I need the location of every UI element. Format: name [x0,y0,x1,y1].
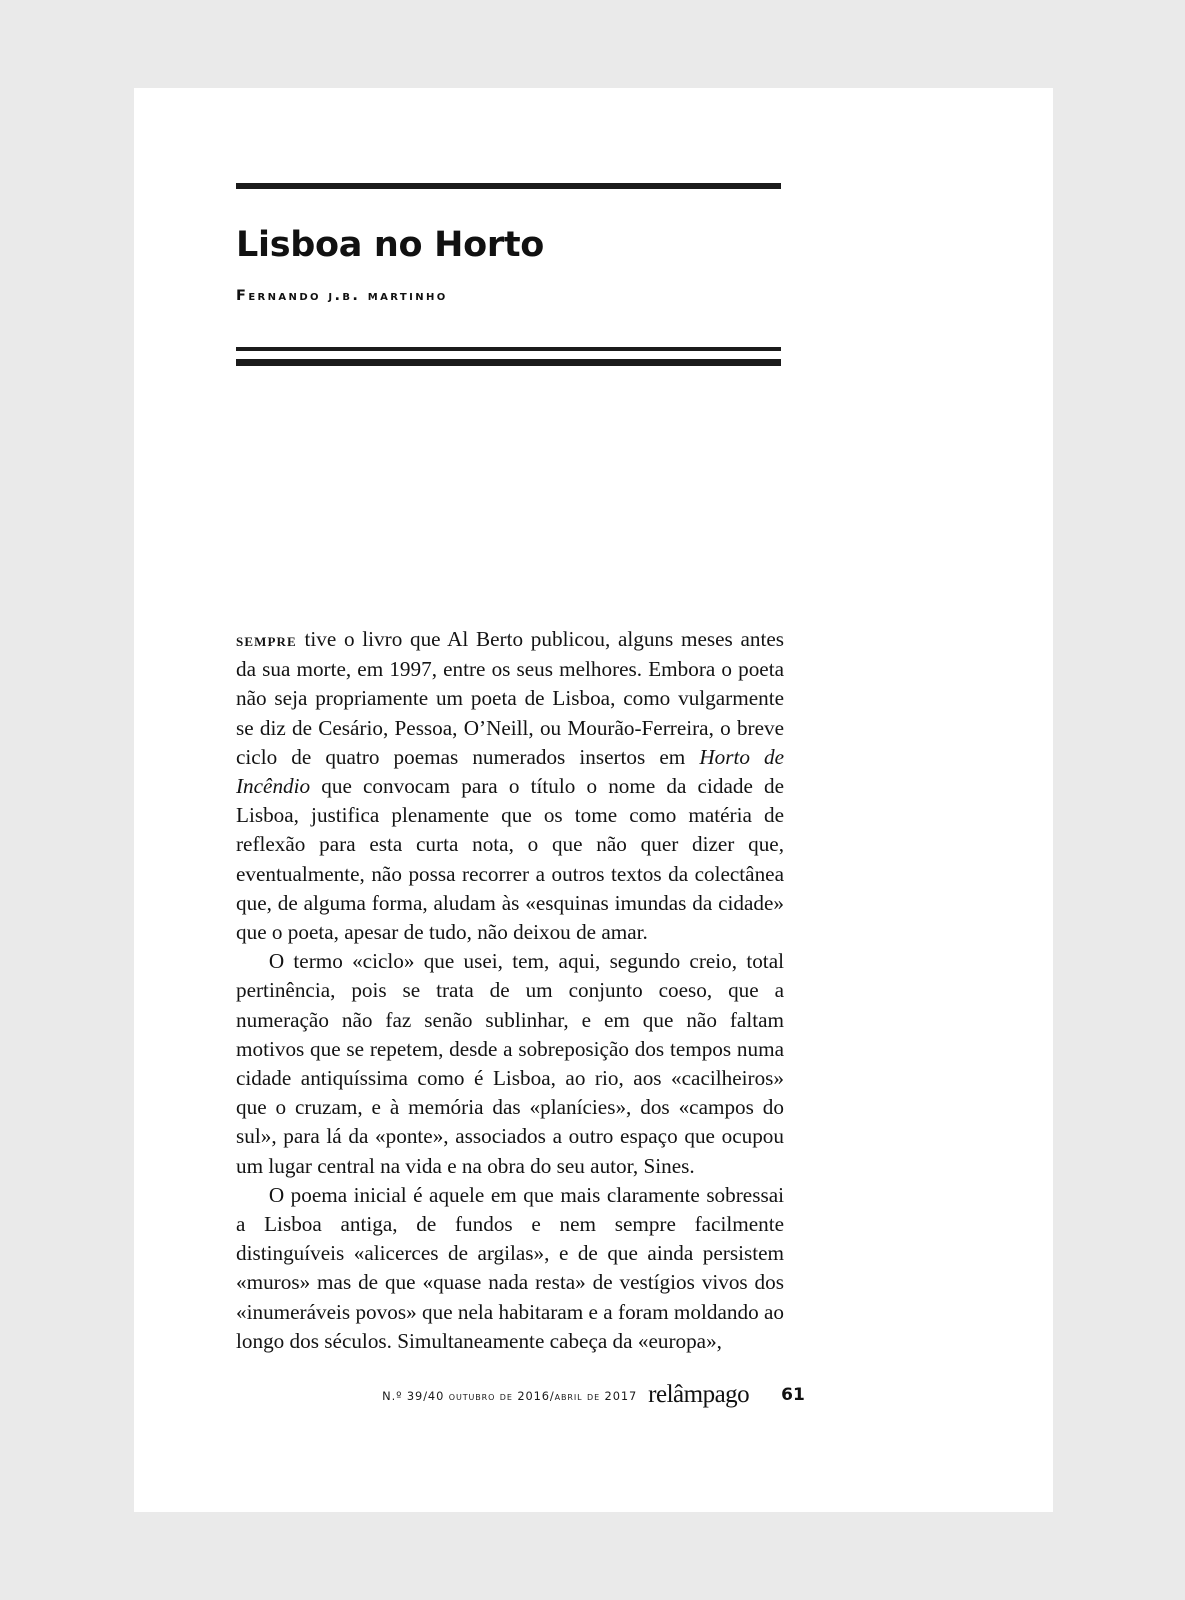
paragraph-text-part: que convocam para o título o nome da cidade de Lisboa, justifica plenamente que os tome como matéria de reflexão para esta curta nota, o que não quer dizer que, eventualmente, não possa recorrer a outros textos da colectânea que, de alguma forma, aludam às «esquinas imundas da cidade» que o poeta, apesar de tudo, não deixou de amar. [236,774,784,945]
page-title: Lisboa no Horto [236,225,545,265]
paragraph: O poema inicial é aquele em que mais claramente sobressai a Lisboa antiga, de fundos e nem sempre facilmente distinguíveis «alicerces de argilas», e de que ainda persistem «muros» mas de que «quase nada resta» de vestígios vivos dos «inumeráveis povos» que nela habitaram e a foram moldando ao longo dos séculos. Simultaneamente cabeça da «europa», [236,1182,784,1353]
work-title: Horto de Incêndio [236,744,785,799]
header-rule-gap [236,351,781,359]
lead-small-caps: sempre [236,630,297,651]
paragraph [236,625,784,947]
page-footer [134,1380,1053,1408]
article-body [236,625,784,1356]
journal-logo: relâmpago [648,1381,750,1408]
page-number: 61 [781,1385,805,1405]
paragraph-text-part: tive o livro que Al Berto publicou, alguns meses antes da sua morte, em 1997, entre os seus melhores. Embora o poeta não seja propriamente um poeta de Lisboa, como vulgarmente se diz de Cesário, Pessoa, O’Neill, ou Mourão-Ferreira, o breve ciclo de quatro poemas numerados insertos em [236,627,784,769]
paragraph: O termo «ciclo» que usei, tem, aqui, segundo creio, total pertinência, pois se trata de um conjunto coeso, que a numeração não faz senão sublinhar, e em que não faltam motivos que se repetem, desde a sobreposição dos tempos numa cidade antiquíssima como é Lisboa, ao rio, aos «cacilheiros» que o cruzam, e à memória das «planícies», dos «campos do sul», para lá da «ponte», associados a outro espaço que ocupou um lugar central na vida e na obra do seu autor, Sines. [236,949,784,1178]
page-sheet [134,88,1053,1512]
article-header [236,183,781,366]
footer-issue-line: N.º 39/40 outubro de 2016/abril de 2017 [382,1389,638,1403]
article-author: Fernando j.b. martinho [236,287,448,304]
header-rule-group [236,347,781,366]
header-rule-top [236,183,781,189]
header-rule-thick [236,359,781,366]
